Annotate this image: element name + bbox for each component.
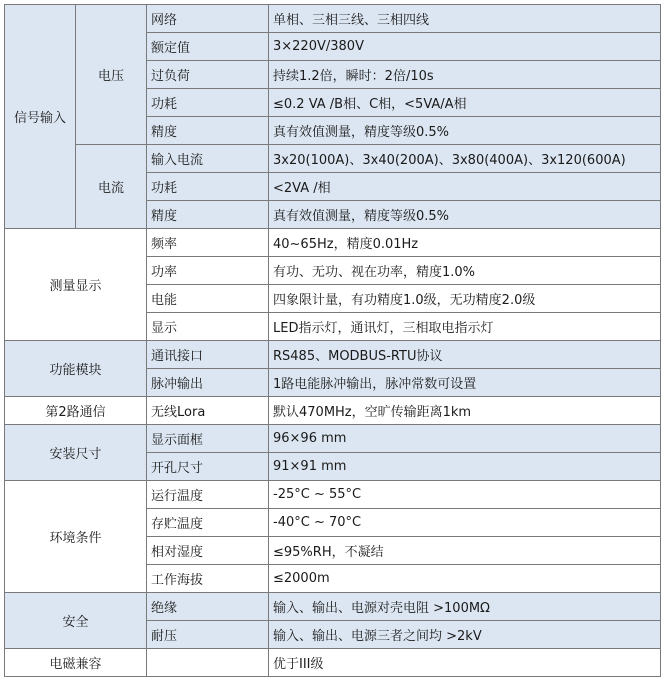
- param-value: 持续1.2倍，瞬时：2倍/10s: [269, 61, 661, 89]
- param-name: 脉冲输出: [147, 369, 269, 397]
- param-name: 功率: [147, 257, 269, 285]
- param-name: 频率: [147, 229, 269, 257]
- param-name: 输入电流: [147, 145, 269, 173]
- param-value: 40~65Hz，精度0.01Hz: [269, 229, 661, 257]
- param-value: ≤2000m: [269, 565, 661, 593]
- sub-section-label: 电流: [76, 145, 147, 229]
- param-value: 91×91 mm: [269, 453, 661, 481]
- table-row: [5, 341, 661, 369]
- param-value: 96×96 mm: [269, 425, 661, 453]
- param-value: 输入、输出、电源对壳电阻 >100MΩ: [269, 593, 661, 621]
- table-row: [5, 649, 661, 677]
- param-name: 相对湿度: [147, 537, 269, 565]
- param-name: 存贮温度: [147, 509, 269, 537]
- param-name: 显示面框: [147, 425, 269, 453]
- param-value: -40°C ~ 70°C: [269, 509, 661, 537]
- section-label: 功能模块: [5, 341, 147, 397]
- param-name: 显示: [147, 313, 269, 341]
- section-label: 测量显示: [5, 229, 147, 341]
- param-value: 输入、输出、电源三者之间均 >2kV: [269, 621, 661, 649]
- param-name: 功耗: [147, 89, 269, 117]
- param-name: 绝缘: [147, 593, 269, 621]
- table-row: [5, 5, 661, 33]
- param-value: LED指示灯，通讯灯，三相取电指示灯: [269, 313, 661, 341]
- param-name: [147, 649, 269, 677]
- param-value: -25°C ~ 55°C: [269, 481, 661, 509]
- section-label: 信号输入: [5, 5, 76, 229]
- param-name: 额定值: [147, 33, 269, 61]
- param-value: 有功、无功、视在功率，精度1.0%: [269, 257, 661, 285]
- param-value: ≤0.2 VA /B相、C相，<5VA/A相: [269, 89, 661, 117]
- param-name: 无线Lora: [147, 397, 269, 425]
- table-row: [5, 145, 661, 173]
- param-value: 优于III级: [269, 649, 661, 677]
- param-name: 运行温度: [147, 481, 269, 509]
- param-name: 电能: [147, 285, 269, 313]
- section-label: 安装尺寸: [5, 425, 147, 481]
- param-value: RS485、MODBUS-RTU协议: [269, 341, 661, 369]
- param-value: 单相、三相三线、三相四线: [269, 5, 661, 33]
- param-value: 真有效值测量，精度等级0.5%: [269, 117, 661, 145]
- param-value: <2VA /相: [269, 173, 661, 201]
- param-name: 精度: [147, 201, 269, 229]
- param-value: 真有效值测量，精度等级0.5%: [269, 201, 661, 229]
- section-label: 环境条件: [5, 481, 147, 593]
- param-value: 四象限计量，有功精度1.0级，无功精度2.0级: [269, 285, 661, 313]
- param-value: 3x20(100A)、3x40(200A)、3x80(400A)、3x120(600A): [269, 145, 661, 173]
- spec-table: [4, 4, 661, 677]
- table-row: [5, 229, 661, 257]
- param-name: 网络: [147, 5, 269, 33]
- sub-section-label: 电压: [76, 5, 147, 145]
- param-name: 功耗: [147, 173, 269, 201]
- param-name: 通讯接口: [147, 341, 269, 369]
- param-value: 3×220V/380V: [269, 33, 661, 61]
- param-name: 开孔尺寸: [147, 453, 269, 481]
- param-value: ≤95%RH，不凝结: [269, 537, 661, 565]
- param-name: 过负荷: [147, 61, 269, 89]
- table-row: [5, 397, 661, 425]
- param-name: 耐压: [147, 621, 269, 649]
- section-label: 安全: [5, 593, 147, 649]
- table-row: [5, 425, 661, 453]
- param-name: 精度: [147, 117, 269, 145]
- table-row: [5, 481, 661, 509]
- param-value: 默认470MHz，空旷传输距离1km: [269, 397, 661, 425]
- section-label: 第2路通信: [5, 397, 147, 425]
- section-label: 电磁兼容: [5, 649, 147, 677]
- param-name: 工作海拔: [147, 565, 269, 593]
- table-row: [5, 593, 661, 621]
- param-value: 1路电能脉冲输出，脉冲常数可设置: [269, 369, 661, 397]
